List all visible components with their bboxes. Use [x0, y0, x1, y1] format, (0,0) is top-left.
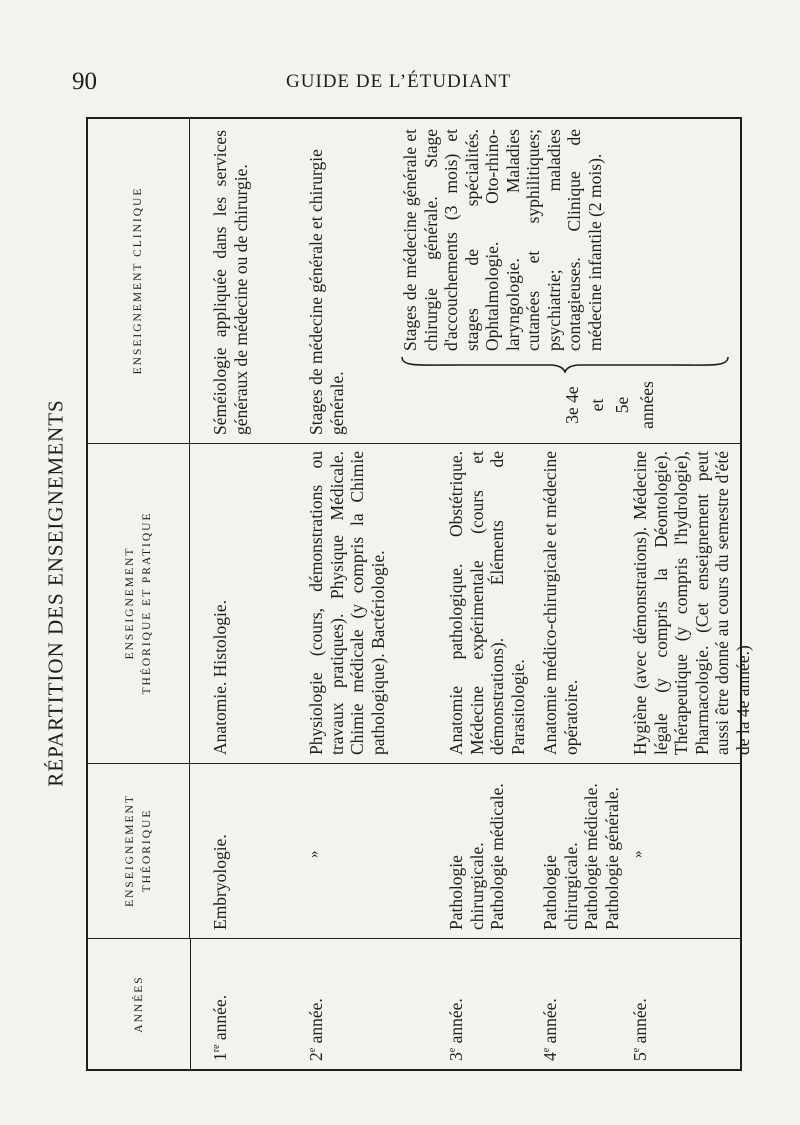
- grouped-years-line-1: 3e 4e: [562, 386, 582, 424]
- grouped-years-line-2: et: [587, 398, 607, 412]
- grouped-years: [560, 375, 660, 435]
- cell-tp-1: Anatomie. Histologie.: [210, 599, 230, 755]
- running-head-title: GUIDE DE L’ÉTUDIANT: [286, 71, 512, 92]
- year-2-num: 2: [306, 1052, 326, 1061]
- cell-tp-2: Physiologie (cours, démonstrations ou travaux pratiques). Physique Médicale. Chimie médicale (y compris la Chimie pathologique). Bactériologie.: [306, 451, 388, 755]
- year-2: [306, 998, 327, 1061]
- ditto-mark-2: »: [306, 850, 322, 858]
- page-number: 90: [72, 68, 97, 95]
- year-5: [630, 998, 651, 1061]
- year-1: [210, 995, 231, 1061]
- column-theorique: [88, 763, 740, 939]
- table-title-text: RÉPARTITION DES ENSEIGNEMENTS: [43, 398, 68, 787]
- cell-clinique-1: Séméiologie appliquée dans les services généraux de médecine ou de chirurgie.: [210, 130, 251, 435]
- year-1-sup: re: [211, 1044, 223, 1053]
- header-clinique: ENSEIGNEMENT CLINIQUE: [88, 118, 190, 443]
- year-1-rest: année.: [210, 994, 230, 1045]
- year-3-rest: année.: [446, 998, 466, 1048]
- cell-theorique-4: Pathologie chirurgicale. Pathologie médicale. Pathologie générale.: [540, 783, 622, 930]
- cell-theorique-1: Embryologie.: [210, 834, 230, 930]
- year-2-rest: année.: [306, 998, 326, 1048]
- year-5-rest: année.: [630, 998, 650, 1048]
- year-3: [446, 998, 467, 1061]
- grouped-years-line-3: 5e années: [612, 381, 657, 429]
- header-theorique: ENSEIGNEMENT THÉORIQUE: [88, 763, 190, 938]
- header-theorique-pratique: ENSEIGNEMENT THÉORIQUE ET PRATIQUE: [88, 443, 190, 763]
- rotated-table: [86, 117, 753, 1071]
- year-5-num: 5: [630, 1052, 650, 1061]
- year-5-sup: e: [631, 1047, 643, 1053]
- running-head: [0, 68, 800, 94]
- ditto-mark-5: »: [630, 850, 646, 858]
- year-4-sup: e: [541, 1047, 553, 1053]
- cell-clinique-grouped: Stages de médecine générale et chirurgie générale. Stage d'accouchements (3 mois) et stages de spécialités. Ophtalmologie. Oto-rhino-laryngologie. Maladies cutanées et syphilitiques; psychiatrie; maladies contagieuses. Clinique de médecine infantile (2 mois).: [400, 129, 605, 351]
- year-3-num: 3: [446, 1052, 466, 1061]
- column-annees: [88, 939, 740, 1069]
- year-4: [540, 998, 561, 1061]
- table-wrapper: [86, 117, 753, 1071]
- year-4-rest: année.: [540, 998, 560, 1048]
- header-annees: ANNÉES: [88, 939, 191, 1069]
- cell-clinique-2: Stages de médecine générale et chirurgie générale.: [306, 149, 347, 435]
- cell-tp-3: Anatomie pathologique. Obstétrique. Médecine expérimentale (cours et démonstrations). Éléments de Parasitologie.: [446, 451, 528, 755]
- year-2-sup: e: [307, 1047, 319, 1053]
- year-3-sup: e: [447, 1047, 459, 1053]
- year-1-num: 1: [210, 1052, 230, 1061]
- column-theorique-pratique: [88, 443, 753, 764]
- column-clinique: [88, 118, 740, 444]
- year-4-num: 4: [540, 1052, 560, 1061]
- brace-icon: [400, 355, 730, 373]
- cell-theorique-3: Pathologie chirurgicale. Pathologie médicale.: [446, 783, 507, 930]
- table-title: [36, 398, 76, 787]
- cell-tp-4: Anatomie médico-chirurgicale et médecine opératoire.: [540, 451, 581, 755]
- table-frame: [86, 117, 753, 1071]
- cell-tp-5: Hygiène (avec démonstrations). Médecine légale (y compris la Déontologie). Thérapeutique (y compris l'hydrologie), Pharmacologie. (Cet enseignement peut aussi être donné au cours du semestre d'été de la 4e année.): [630, 451, 753, 755]
